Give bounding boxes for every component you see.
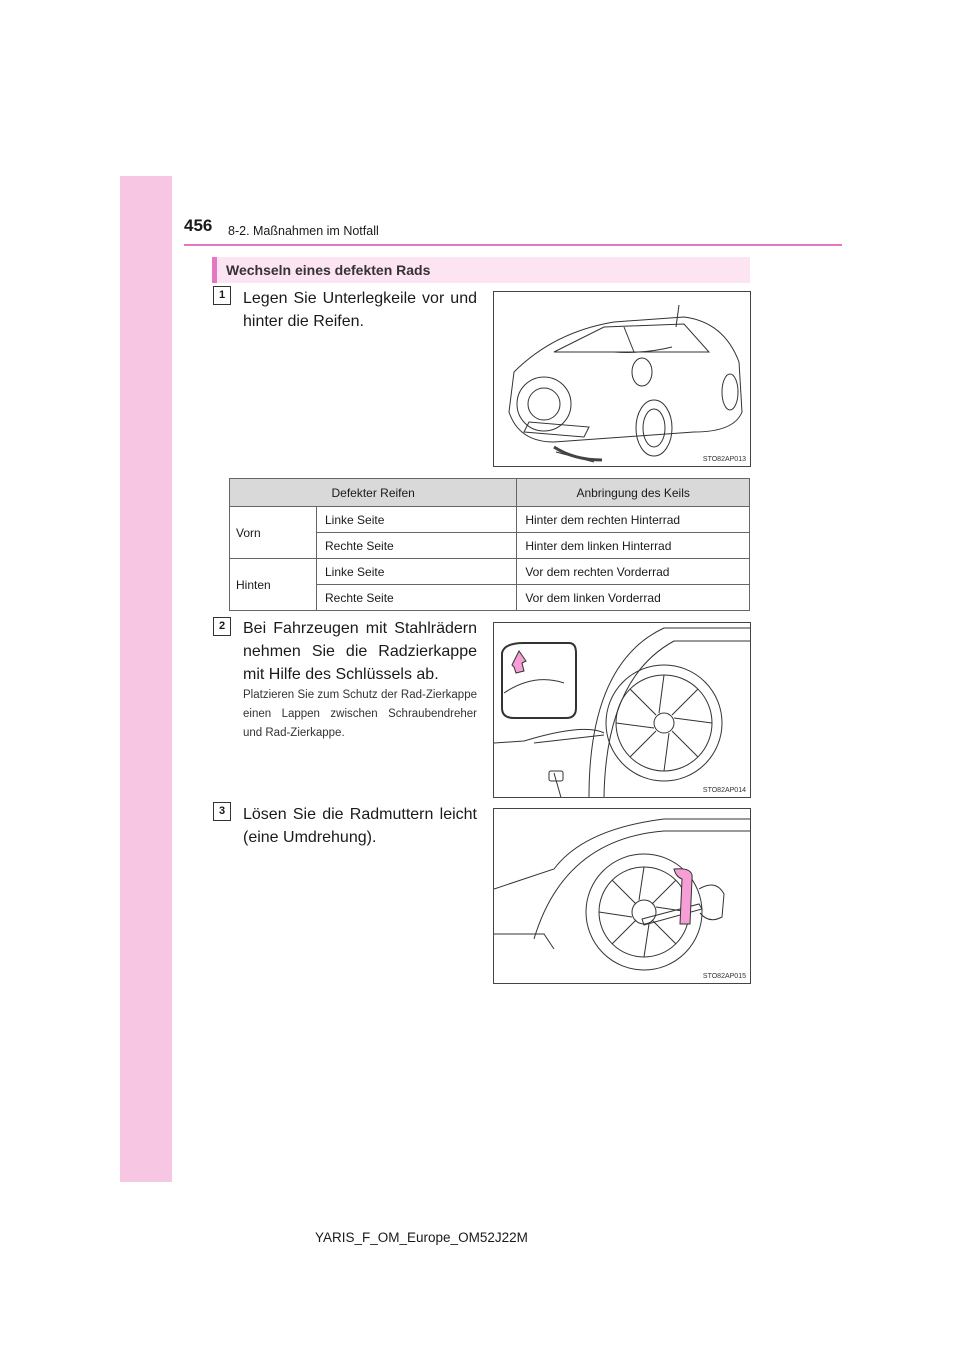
step-3-text: Lösen Sie die Radmuttern leicht (eine Umdrehung). (243, 806, 477, 846)
cell-position: Hinter dem linken Hinterrad (517, 533, 750, 559)
cell-side: Linke Seite (317, 507, 517, 533)
figure-code: STO82AP013 (702, 456, 746, 463)
cell-position: Vor dem linken Vorderrad (517, 585, 750, 611)
section-heading-text: Wechseln eines defekten Rads (226, 262, 431, 278)
section-title: 8-2. Maßnahmen im Notfall (228, 224, 379, 238)
step-2-text: Bei Fahrzeugen mit Stahlrädern nehmen Sie die Radzierkappe mit Hilfe des Schlüssels ab. (243, 620, 477, 683)
step-number-3: 3 (213, 802, 231, 821)
car-illustration (494, 292, 750, 466)
column-header-wedge-position: Anbringung des Keils (517, 479, 750, 507)
header-rule (184, 244, 842, 246)
cell-side: Rechte Seite (317, 585, 517, 611)
figure-remove-wheel-cap (493, 622, 751, 798)
cell-side: Rechte Seite (317, 533, 517, 559)
wheel-nut-illustration (494, 809, 750, 983)
page-number: 456 (184, 216, 213, 235)
group-front: Vorn (230, 507, 317, 559)
step-number-2: 2 (213, 617, 231, 636)
group-rear: Hinten (230, 559, 317, 611)
section-heading (212, 257, 750, 283)
step-number-1: 1 (213, 286, 231, 305)
figure-code: STO82AP014 (702, 787, 746, 794)
heading-accent (212, 257, 217, 283)
cell-position: Hinter dem rechten Hinterrad (517, 507, 750, 533)
column-header-defective-tire: Defekter Reifen (230, 479, 517, 507)
wedge-placement-table (229, 478, 750, 611)
cell-side: Linke Seite (317, 559, 517, 585)
step-2-note: Platzieren Sie zum Schutz der Rad-Zierkappe einen Lappen zwischen Schraubendreher und Rad-Zierkappe. (243, 689, 477, 739)
document-footer: YARIS_F_OM_Europe_OM52J22M (315, 1230, 528, 1245)
table-header-row (230, 479, 750, 507)
chapter-sidebar (120, 176, 172, 1182)
table-row (230, 559, 750, 585)
figure-code: STO82AP015 (702, 973, 746, 980)
wheel-cap-illustration (494, 623, 750, 797)
figure-wheel-chocks (493, 291, 751, 467)
table-row (230, 507, 750, 533)
step-1-text: Legen Sie Unterlegkeile vor und hinter die Reifen. (243, 290, 477, 330)
figure-loosen-nuts (493, 808, 751, 984)
cell-position: Vor dem rechten Vorderrad (517, 559, 750, 585)
